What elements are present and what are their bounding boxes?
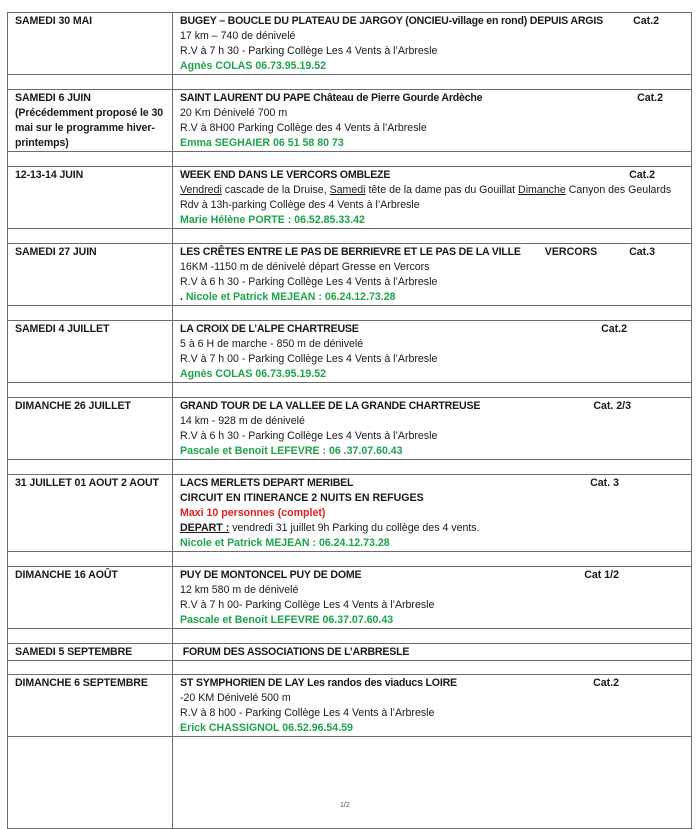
event-title: LA CROIX DE L’ALPE CHARTREUSE bbox=[180, 323, 359, 335]
table-row bbox=[8, 398, 692, 460]
event-title-line bbox=[180, 676, 685, 691]
event-date: SAMEDI 5 SEPTEMBRE bbox=[15, 646, 133, 658]
event-category: Cat 1/2 bbox=[584, 569, 619, 581]
event-info: 20 Km Dénivelé 700 m bbox=[180, 107, 288, 119]
event-category: Cat.2 bbox=[633, 15, 659, 27]
event-contact: Emma SEGHAIER 06 51 58 80 73 bbox=[180, 137, 344, 149]
event-date: SAMEDI 6 JUIN bbox=[15, 92, 91, 104]
spacer-row bbox=[8, 383, 692, 398]
event-meeting: R.V à 7 h 30 - Parking Collège Les 4 Vents à l’Arbresle bbox=[180, 45, 438, 57]
event-info: 5 à 6 H de marche - 850 m de dénivelé bbox=[180, 338, 364, 350]
event-program bbox=[180, 183, 685, 198]
event-date: DIMANCHE 16 AOÛT bbox=[15, 569, 118, 581]
event-category: Cat.2 bbox=[593, 677, 619, 689]
spacer-row bbox=[8, 306, 692, 321]
spacer-row bbox=[8, 629, 692, 644]
spacer-row bbox=[8, 75, 692, 90]
contact-text: Nicole et Patrick MEJEAN : 06.24.12.73.28 bbox=[185, 291, 396, 303]
event-contact: Nicole et Patrick MEJEAN : 06.24.12.73.28 bbox=[180, 537, 390, 549]
event-title-line bbox=[180, 645, 685, 660]
spacer-row bbox=[8, 152, 692, 167]
event-date: 31 JUILLET 01 AOUT 2 AOUT bbox=[15, 477, 159, 489]
event-details-cell bbox=[173, 321, 692, 383]
event-title-line bbox=[180, 168, 685, 183]
event-info: 16KM -1150 m de dénivelé départ Gresse en Vercors bbox=[180, 261, 430, 273]
event-title-line bbox=[180, 568, 685, 583]
table-row bbox=[8, 244, 692, 306]
empty-row bbox=[8, 737, 692, 829]
program-saturday-text: tête de la dame pas du Gouillat bbox=[365, 184, 519, 196]
day-friday: Vendredi bbox=[180, 184, 222, 196]
event-title-line bbox=[180, 14, 685, 29]
event-date-cell bbox=[8, 475, 173, 552]
event-title-rest: Les randos des viaducs LOIRE bbox=[304, 677, 457, 689]
event-warning: Maxi 10 personnes (complet) bbox=[180, 507, 326, 519]
table-row bbox=[8, 475, 692, 552]
event-date-cell bbox=[8, 167, 173, 229]
event-region: VERCORS bbox=[544, 246, 598, 258]
event-contact: Erick CHASSIGNOL 06.52.96.54.59 bbox=[180, 722, 353, 734]
event-date-cell bbox=[8, 567, 173, 629]
event-title: LACS MERLETS DEPART MERIBEL bbox=[180, 477, 354, 489]
event-date: SAMEDI 30 MAI bbox=[15, 15, 92, 27]
event-title: LES CRÊTES ENTRE LE PAS DE BERRIEVRE ET LE PAS DE LA VILLE bbox=[180, 246, 521, 258]
event-title-line bbox=[180, 245, 685, 260]
event-date: 12-13-14 JUIN bbox=[15, 169, 84, 181]
event-date: SAMEDI 4 JUILLET bbox=[15, 323, 110, 335]
event-title-line bbox=[180, 91, 685, 106]
event-date-cell bbox=[8, 13, 173, 75]
event-meeting: R.V à 8H00 Parking Collège des 4 Vents à l’Arbresle bbox=[180, 122, 427, 134]
event-info: 12 km 580 m de dénivelé bbox=[180, 584, 299, 596]
event-date-cell bbox=[8, 644, 173, 661]
table-row bbox=[8, 675, 692, 737]
event-category: Cat. 2/3 bbox=[593, 400, 631, 412]
event-details-cell bbox=[173, 13, 692, 75]
event-details-cell bbox=[173, 244, 692, 306]
event-contact: Marie Hélène PORTE : 06.52.85.33.42 bbox=[180, 214, 365, 226]
event-meeting: Rdv à 13h-parking Collège des 4 Vents à l’Arbresle bbox=[180, 199, 420, 211]
event-info: 14 km - 928 m de dénivelé bbox=[180, 415, 305, 427]
event-details-cell bbox=[173, 567, 692, 629]
event-info: 17 km – 740 de dénivelé bbox=[180, 30, 296, 42]
spacer-row bbox=[8, 229, 692, 244]
program-sheet bbox=[7, 12, 691, 829]
departure-label: DEPART : bbox=[180, 522, 230, 534]
program-sunday-text: Canyon des Geulards bbox=[565, 184, 672, 196]
table-row bbox=[8, 90, 692, 152]
event-contact: Pascale et Benoit LEFEVRE 06.37.07.60.43 bbox=[180, 614, 394, 626]
event-details-cell bbox=[173, 644, 692, 661]
event-category: Cat.2 bbox=[601, 323, 627, 335]
event-meeting: R.V à 7 h 00- Parking Collège Les 4 Vents à l’Arbresle bbox=[180, 599, 435, 611]
contact-prefix: . bbox=[180, 291, 186, 303]
event-meeting: R.V à 8 h00 - Parking Collège Les 4 Vents à l’Arbresle bbox=[180, 707, 435, 719]
event-date-cell bbox=[8, 675, 173, 737]
event-contact bbox=[180, 290, 685, 305]
event-date-cell bbox=[8, 321, 173, 383]
page-number: 1/2 bbox=[340, 802, 350, 809]
event-title: PUY DE MONTONCEL PUY DE DOME bbox=[180, 569, 362, 581]
table-row bbox=[8, 321, 692, 383]
departure-text: vendredi 31 juillet 9h Parking du collège des 4 vents. bbox=[229, 522, 480, 534]
event-subtitle: CIRCUIT EN ITINERANCE 2 NUITS EN REFUGES bbox=[180, 492, 424, 504]
event-meeting: R.V à 7 h 00 - Parking Collège Les 4 Vents à l’Arbresle bbox=[180, 353, 438, 365]
event-title: SAINT LAURENT DU PAPE bbox=[180, 92, 311, 104]
event-title-group bbox=[180, 676, 583, 691]
table-row bbox=[8, 167, 692, 229]
day-sunday: Dimanche bbox=[518, 184, 566, 196]
event-contact: Pascale et Benoit LEFEVRE : 06 .37.07.60.43 bbox=[180, 445, 403, 457]
event-title: FORUM DES ASSOCIATIONS DE L’ARBRESLE bbox=[180, 646, 410, 658]
event-title-group bbox=[180, 91, 627, 106]
event-category: Cat.2 bbox=[637, 92, 663, 104]
event-date-cell bbox=[8, 90, 173, 152]
event-title: GRAND TOUR DE LA VALLEE DE LA GRANDE CHARTREUSE bbox=[180, 400, 481, 412]
event-details-cell bbox=[173, 167, 692, 229]
event-title-line bbox=[180, 399, 685, 414]
event-title: WEEK END DANS LE VERCORS OMBLEZE bbox=[180, 169, 391, 181]
event-contact: Agnès COLAS 06.73.95.19.52 bbox=[180, 60, 327, 72]
event-date: DIMANCHE 26 JUILLET bbox=[15, 400, 131, 412]
event-details-cell bbox=[173, 398, 692, 460]
spacer-row bbox=[8, 552, 692, 567]
hike-program-table bbox=[7, 12, 692, 829]
table-row bbox=[8, 644, 692, 661]
event-title-line bbox=[180, 322, 685, 337]
spacer-row bbox=[8, 661, 692, 675]
event-category: Cat.2 bbox=[629, 169, 655, 181]
event-category: Cat. 3 bbox=[590, 477, 619, 489]
event-info: -20 KM Dénivelé 500 m bbox=[180, 692, 291, 704]
event-title-line bbox=[180, 476, 685, 491]
table-row bbox=[8, 567, 692, 629]
event-meeting: R.V à 6 h 30 - Parking Collège Les 4 Vents à l’Arbresle bbox=[180, 430, 438, 442]
event-date-cell bbox=[8, 244, 173, 306]
event-departure bbox=[180, 521, 685, 536]
event-details-cell bbox=[173, 90, 692, 152]
event-details-cell bbox=[173, 475, 692, 552]
day-saturday: Samedi bbox=[329, 184, 366, 196]
event-meeting: R.V à 6 h 30 - Parking Collège Les 4 Vents à l’Arbresle bbox=[180, 276, 438, 288]
event-date: SAMEDI 27 JUIN bbox=[15, 246, 97, 258]
event-title-rest: Château de Pierre Gourde Ardèche bbox=[310, 92, 483, 104]
event-contact: Agnès COLAS 06.73.95.19.52 bbox=[180, 368, 327, 380]
event-title: BUGEY – BOUCLE DU PLATEAU DE JARGOY (ONCIEU-village en rond) DEPUIS ARGIS bbox=[180, 15, 603, 27]
table-row bbox=[8, 13, 692, 75]
event-title: ST SYMPHORIEN DE LAY bbox=[180, 677, 305, 689]
event-category: Cat.3 bbox=[629, 246, 655, 258]
event-date: DIMANCHE 6 SEPTEMBRE bbox=[15, 677, 148, 689]
program-friday-text: cascade de la Druise, bbox=[221, 184, 330, 196]
event-date-note: (Précédemment proposé le 30 mai sur le programme hiver-printemps) bbox=[15, 107, 164, 149]
event-date-cell bbox=[8, 398, 173, 460]
spacer-row bbox=[8, 460, 692, 475]
event-details-cell bbox=[173, 675, 692, 737]
